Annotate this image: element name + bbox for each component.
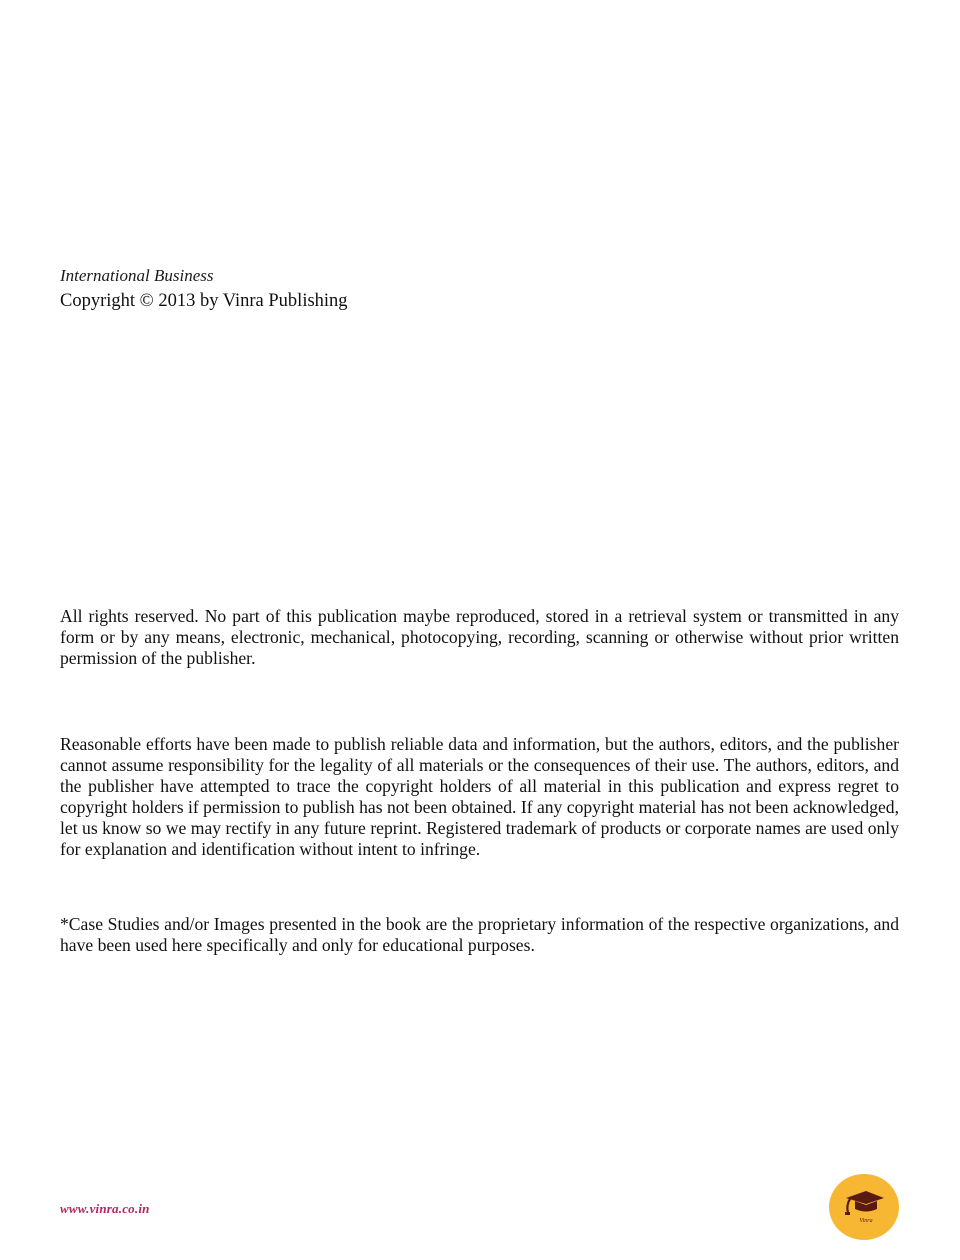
graduation-cap-icon [842, 1189, 886, 1225]
disclaimer-paragraph: Reasonable efforts have been made to publish reliable data and information, but the authors, editors, and the publisher cannot assume responsibility for the legality of all materials or the consequences of their use. The authors, editors, and the publisher have attempted to trace the copyright holders of all material in this publication and express regret to copyright holders if permission to publish has not been obtained. If any copyright material has not been acknowledged, let us know so we may rectify in any future reprint. Registered trademark of products or corporate names are used only for explanation and identification without intent to infringe. [60, 734, 899, 859]
book-title: International Business [60, 266, 214, 285]
publisher-logo [829, 1174, 899, 1240]
copyright-line: Copyright © 2013 by Vinra Publishing [60, 291, 348, 311]
title-block [60, 264, 900, 314]
publisher-website-link[interactable]: www.vinra.co.in [60, 1201, 150, 1216]
svg-text:Vinra: Vinra [859, 1218, 873, 1224]
case-studies-note: *Case Studies and/or Images presented in the book are the proprietary information of the respective organizations, and have been used here specifically and only for educational purposes. [60, 914, 899, 955]
rights-reserved-paragraph: All rights reserved. No part of this publication maybe reproduced, stored in a retrieval system or transmitted in any form or by any means, electronic, mechanical, photocopying, recording, scanning or otherwise without prior written permission of the publisher. [60, 606, 899, 668]
